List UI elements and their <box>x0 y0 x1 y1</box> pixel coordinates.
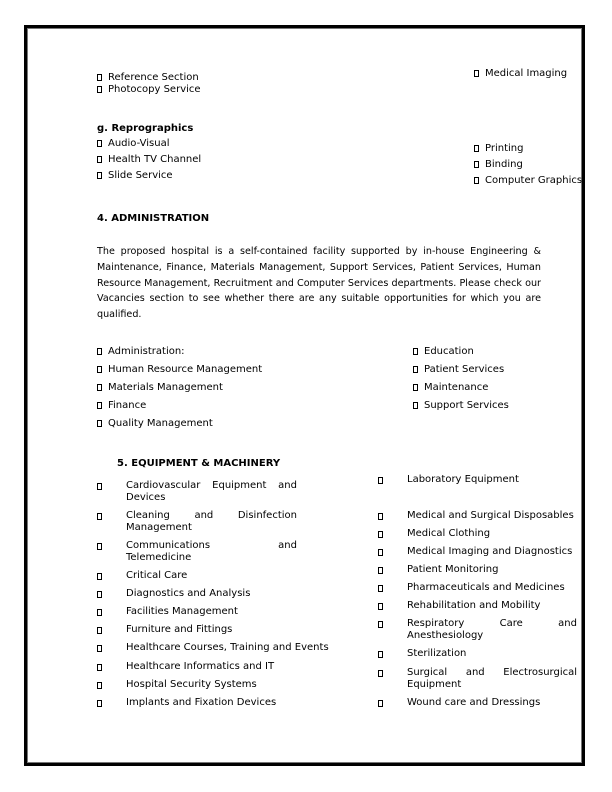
list-item-label: Medical and Surgical Disposables <box>407 510 574 521</box>
list-item <box>97 346 185 358</box>
list-item-label: Quality Management <box>108 418 213 429</box>
list-item-label: Medical Clothing <box>407 528 491 539</box>
list-item <box>97 84 201 96</box>
list-item-label: Health TV Channel <box>108 154 202 165</box>
list-item <box>97 364 262 376</box>
list-item-label: Patient Services <box>424 364 505 375</box>
section-heading-administration: 4. ADMINISTRATION <box>97 213 210 224</box>
list-item-label: Pharmaceuticals and Medicines <box>407 582 565 593</box>
list-item <box>474 68 567 80</box>
list-item-label: Human Resource Management <box>108 364 263 375</box>
list-item-label: Reference Section <box>108 72 199 83</box>
list-item-label-cont: Management <box>126 522 192 533</box>
list-item-label: Wound care and Dressings <box>407 697 541 708</box>
checkbox-icon <box>97 348 102 355</box>
list-item <box>97 154 201 166</box>
checkbox-icon <box>378 567 383 574</box>
list-item-label: Diagnostics and Analysis <box>126 588 251 599</box>
checkbox-icon <box>97 172 102 179</box>
list-item-label: Hospital Security Systems <box>126 679 257 690</box>
list-item-label: Maintenance <box>424 382 489 393</box>
list-item-label: Support Services <box>424 400 509 411</box>
page-border <box>24 25 585 766</box>
checkbox-icon <box>378 621 383 628</box>
checkbox-icon <box>378 651 383 658</box>
checkbox-icon <box>97 513 102 520</box>
checkbox-icon <box>97 627 102 634</box>
list-item <box>413 346 474 358</box>
checkbox-icon <box>97 664 102 671</box>
list-item <box>474 175 582 187</box>
list-item-label: Photocopy Service <box>108 84 201 95</box>
list-item <box>126 540 297 564</box>
checkbox-icon <box>97 591 102 598</box>
list-item <box>97 72 199 84</box>
section-heading-equipment: 5. EQUIPMENT & MACHINERY <box>117 458 281 469</box>
checkbox-icon <box>97 74 102 81</box>
checkbox-icon <box>97 420 102 427</box>
list-item-label-cont: Equipment <box>407 679 462 690</box>
list-item-label: Computer Graphics <box>485 175 583 186</box>
list-item <box>413 400 509 412</box>
checkbox-icon <box>97 156 102 163</box>
list-item <box>413 364 504 376</box>
checkbox-icon <box>474 145 479 152</box>
list-item-label: Furniture and Fittings <box>126 624 233 635</box>
list-item-label: Cleaning and Disinfection <box>126 510 297 521</box>
list-item-label: Audio-Visual <box>108 138 170 149</box>
list-item-label: Healthcare Informatics and IT <box>126 661 275 672</box>
list-item-label: Respiratory Care and <box>407 618 577 629</box>
list-item <box>474 159 523 171</box>
list-item-label: Materials Management <box>108 382 223 393</box>
checkbox-icon <box>378 700 383 707</box>
list-item <box>474 143 523 155</box>
list-item-label: Implants and Fixation Devices <box>126 697 277 708</box>
checkbox-icon <box>97 573 102 580</box>
list-item <box>413 382 488 394</box>
list-item-label: Medical Imaging and Diagnostics <box>407 546 573 557</box>
checkbox-icon <box>97 384 102 391</box>
checkbox-icon <box>378 513 383 520</box>
checkbox-icon <box>97 609 102 616</box>
list-item-label: Finance <box>108 400 147 411</box>
checkbox-icon <box>97 645 102 652</box>
list-item-label-cont: Telemedicine <box>126 552 192 563</box>
list-item <box>407 618 577 642</box>
checkbox-icon <box>97 483 102 490</box>
checkbox-icon <box>474 177 479 184</box>
list-item-label: Laboratory Equipment <box>407 474 519 485</box>
list-item <box>126 480 297 504</box>
checkbox-icon <box>413 402 418 409</box>
checkbox-icon <box>97 402 102 409</box>
list-item-label: Healthcare Courses, Training and Events <box>126 642 329 653</box>
section-heading-reprographics: g. Reprographics <box>97 123 194 134</box>
list-item-label: Critical Care <box>126 570 188 581</box>
list-item-label: Patient Monitoring <box>407 564 499 575</box>
list-item-label: Surgical and Electrosurgical <box>407 667 577 678</box>
checkbox-icon <box>474 70 479 77</box>
list-item-label: Cardiovascular Equipment and <box>126 480 297 491</box>
checkbox-icon <box>97 86 102 93</box>
checkbox-icon <box>474 161 479 168</box>
list-item-label: Binding <box>485 159 523 170</box>
checkbox-icon <box>97 366 102 373</box>
list-item-label-cont: Anesthesiology <box>407 630 484 641</box>
checkbox-icon <box>378 531 383 538</box>
list-item-label: Communications and <box>126 540 297 551</box>
list-item-label: Printing <box>485 143 524 154</box>
checkbox-icon <box>378 477 383 484</box>
checkbox-icon <box>413 366 418 373</box>
checkbox-icon <box>378 585 383 592</box>
list-item <box>97 138 169 150</box>
checkbox-icon <box>97 140 102 147</box>
administration-paragraph: The proposed hospital is a self-contained facility supported by in-house Engineering & Maintenance, Finance, Materials Management, Support Services, Patient Services, Human Resource Management, Recruitment and Computer Services departments. Please check our Vacancies section to see whether there are any suitable opportunities for which you are qualified. <box>97 246 541 321</box>
list-item-label: Administration: <box>108 346 185 357</box>
list-item-label: Slide Service <box>108 170 173 181</box>
checkbox-icon <box>97 682 102 689</box>
list-item <box>97 400 146 412</box>
list-item <box>126 510 297 534</box>
list-item <box>97 382 223 394</box>
list-item-label: Education <box>424 346 474 357</box>
list-item <box>407 667 577 691</box>
checkbox-icon <box>413 348 418 355</box>
checkbox-icon <box>97 700 102 707</box>
list-item-label: Sterilization <box>407 648 467 659</box>
checkbox-icon <box>378 549 383 556</box>
list-item <box>97 170 173 182</box>
list-item-label: Medical Imaging <box>485 68 568 79</box>
list-item-label-cont: Devices <box>126 492 166 503</box>
checkbox-icon <box>97 543 102 550</box>
list-item <box>97 418 213 430</box>
list-item-label: Rehabilitation and Mobility <box>407 600 541 611</box>
checkbox-icon <box>413 384 418 391</box>
list-item-label: Facilities Management <box>126 606 238 617</box>
checkbox-icon <box>378 670 383 677</box>
checkbox-icon <box>378 603 383 610</box>
